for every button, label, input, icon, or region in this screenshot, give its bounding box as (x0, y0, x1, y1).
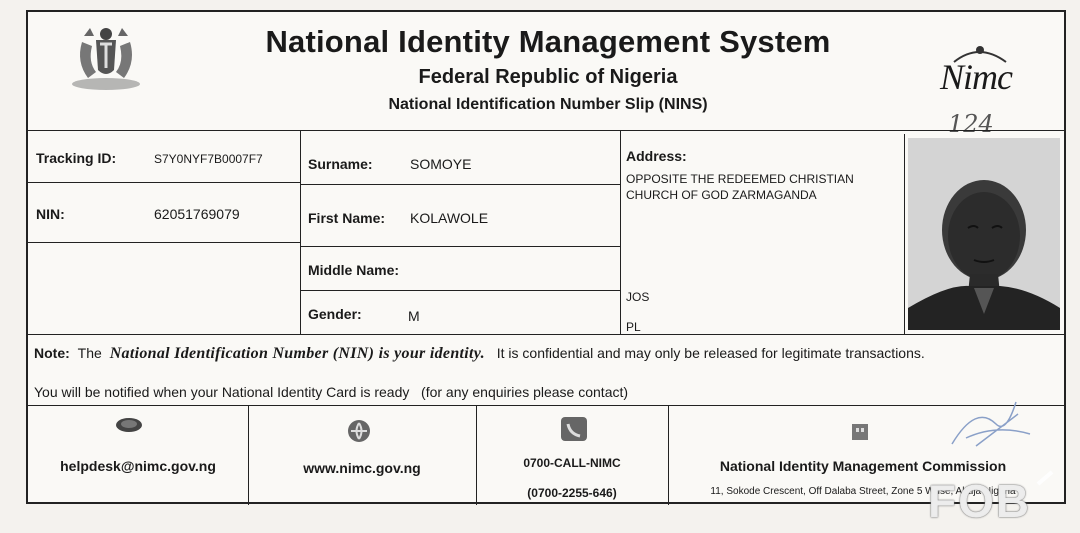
passport-photo (908, 138, 1060, 330)
email-icon (114, 415, 144, 440)
phone-number[interactable]: (0700-2255-646) (527, 486, 617, 500)
commission-address: 11, Sokode Crescent, Off Dalaba Street, Zone 5 Wuse, Abuja Nigeria (710, 486, 1016, 497)
country-name: Federal Republic of Nigeria (418, 66, 678, 88)
first-name-label: First Name: (308, 210, 386, 226)
watermark-text: FOB (928, 475, 1032, 527)
address-state: PL (626, 320, 641, 334)
browser-icon (346, 418, 372, 449)
slip-title: National Identification Number Slip (NINS) (388, 96, 708, 113)
address-line-2: CHURCH OF GOD ZARMAGANDA (626, 188, 817, 202)
commission-name: National Identity Management Commission (719, 458, 1007, 474)
phone-label[interactable]: 0700-CALL-NIMC (523, 456, 621, 470)
nin-label: NIN: (36, 206, 65, 222)
note-line-2: You will be notified when your National Identity Card is ready (for any enquiries please contact) (34, 384, 629, 400)
nin-slip (26, 10, 1066, 504)
note-line-1 (34, 345, 925, 363)
note-emphasis: National Identification Number (NIN) is your identity. (109, 345, 485, 362)
address-line-1: OPPOSITE THE REDEEMED CHRISTIAN (626, 172, 854, 186)
gender-label: Gender: (308, 306, 362, 322)
fob-watermark (926, 470, 1076, 528)
nin-value: 62051769079 (154, 206, 240, 222)
website-link[interactable]: www.nimc.gov.ng (303, 460, 421, 476)
gender-value: M (408, 308, 420, 324)
address-city: JOS (626, 290, 650, 304)
page-title: National Identity Management System (265, 24, 831, 59)
middle-name-label: Middle Name: (308, 262, 400, 278)
note-label: Note: (34, 345, 70, 361)
handwritten-number: 124 (948, 110, 994, 138)
tracking-id-label: Tracking ID: (36, 150, 117, 166)
surname-value: SOMOYE (410, 156, 472, 172)
first-name-value: KOLAWOLE (410, 210, 489, 226)
nimc-logo-text: Nimc (940, 57, 1012, 97)
tracking-id-value: S7Y0NYF7B0007F7 (154, 152, 263, 166)
nimc-logo (934, 34, 1024, 97)
note-rest: It is confidential and may only be released for legitimate transactions. (496, 345, 925, 361)
note-prefix: The (77, 345, 102, 361)
building-icon (850, 422, 870, 447)
address-label: Address: (626, 148, 687, 164)
surname-label: Surname: (308, 156, 373, 172)
helpdesk-email[interactable]: helpdesk@nimc.gov.ng (60, 458, 216, 474)
phone-icon (560, 416, 588, 447)
signature-scribble (946, 394, 1036, 459)
